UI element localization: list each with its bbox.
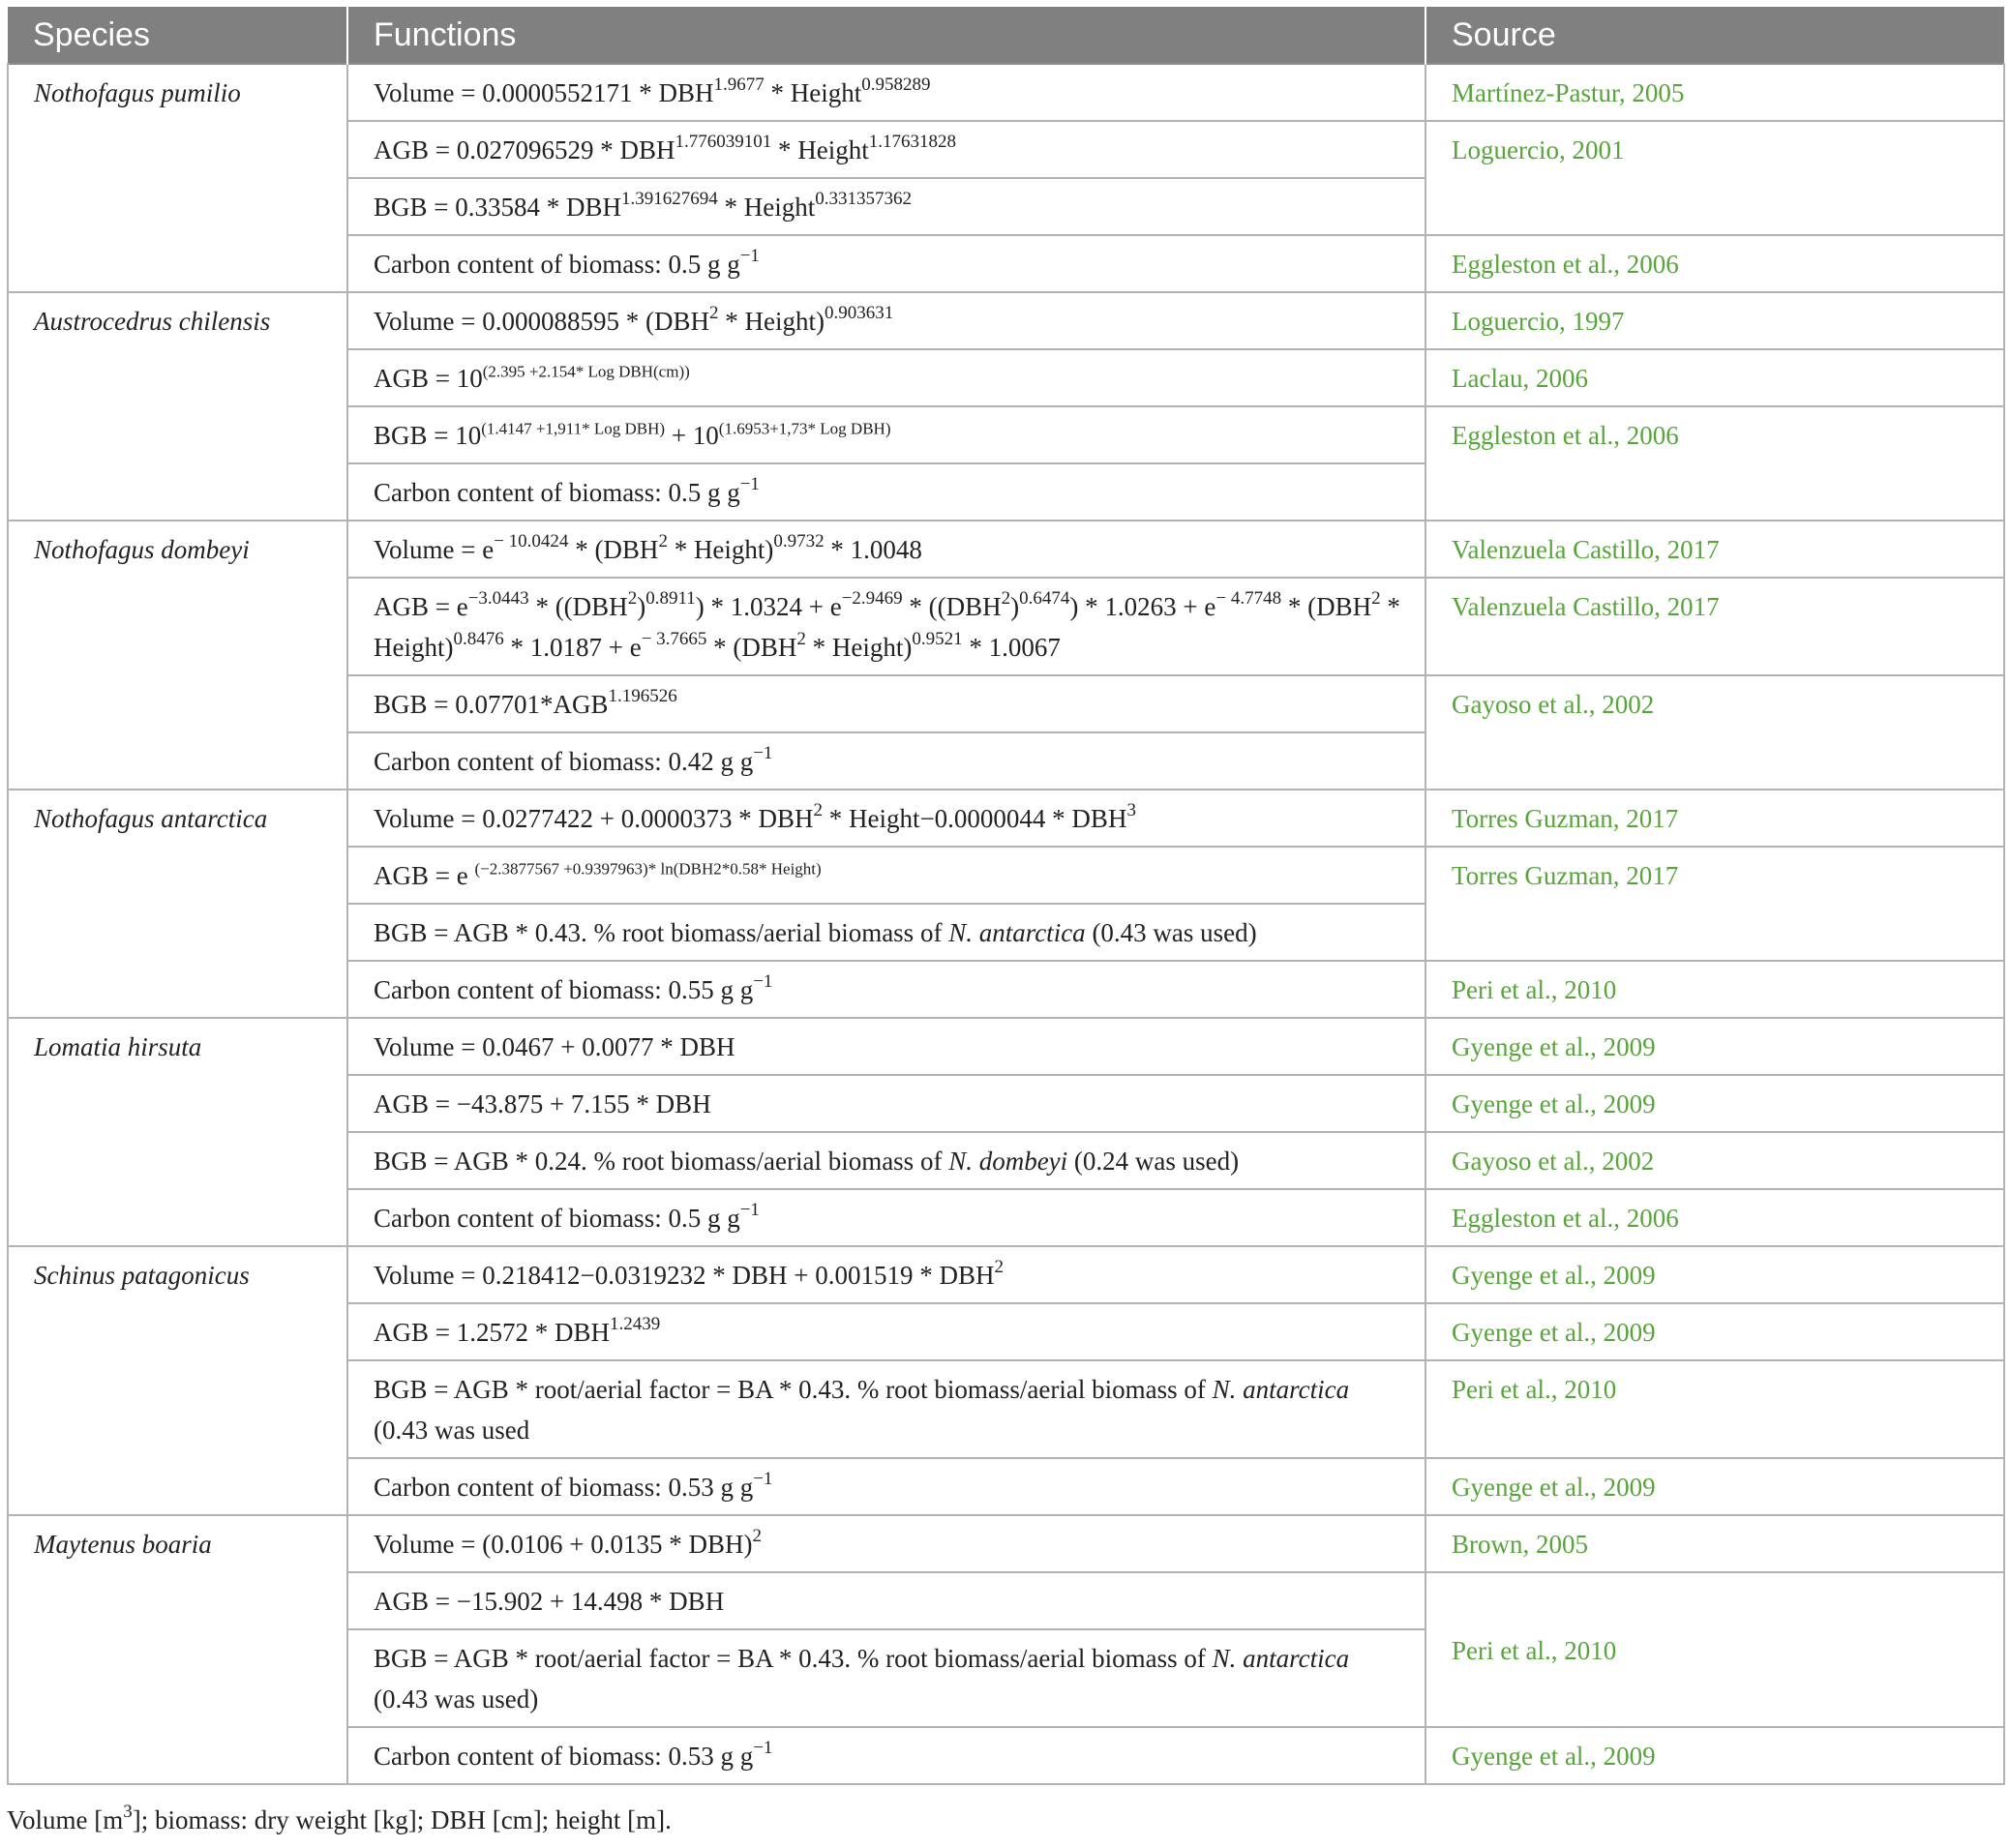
function-cell: Volume = 0.218412−0.0319232 * DBH + 0.001519 * DBH$^2$ — [347, 1246, 1425, 1303]
function-cell: BGB = AGB * 0.24. % root biomass/aerial biomass of N. dombeyi (0.24 was used) — [347, 1132, 1425, 1189]
source-link[interactable]: Gyenge et al., 2009 — [1425, 1727, 2004, 1784]
function-cell: BGB = $0.33584 * DBH^{1.391627694}$ * Height$^{0.331357362}$ — [347, 178, 1425, 235]
header-source: Source — [1425, 7, 2004, 64]
function-cell: Carbon content of biomass: 0.53 g $g^{-1}$ — [347, 1458, 1425, 1515]
table-row — [8, 1515, 2004, 1572]
function-cell: BGB = AGB * root/aerial factor = BA * 0.43. % root biomass/aerial biomass of N. antarctica (0.43 was used — [347, 1360, 1425, 1458]
function-cell: Carbon content of biomass: 0.5 g $g^{-1}$ — [347, 235, 1425, 292]
source-link[interactable]: Laclau, 2006 — [1425, 349, 2004, 406]
function-cell: Carbon content of biomass: 0.5 g $g^{-1}$ — [347, 1189, 1425, 1246]
species-cell: Schinus patagonicus — [8, 1246, 347, 1515]
source-link[interactable]: Valenzuela Castillo, 2017 — [1425, 578, 2004, 675]
function-cell: Volume = $e^{- 10.0424} * (DBH^2$ * Height)$^{0.9732}$ * 1.0048 — [347, 521, 1425, 578]
table-row — [8, 1246, 2004, 1303]
source-link[interactable]: Peri et al., 2010 — [1425, 961, 2004, 1018]
source-link[interactable]: Gyenge et al., 2009 — [1425, 1075, 2004, 1132]
source-link[interactable]: Eggleston et al., 2006 — [1425, 1189, 2004, 1246]
source-link[interactable]: Eggleston et al., 2006 — [1425, 235, 2004, 292]
source-link[interactable]: Peri et al., 2010 — [1425, 1360, 2004, 1458]
header-species: Species — [8, 7, 347, 64]
source-link[interactable]: Torres Guzman, 2017 — [1425, 790, 2004, 847]
source-link[interactable]: Brown, 2005 — [1425, 1515, 2004, 1572]
function-cell: AGB = $1.2572 * DBH^{1.2439}$ — [347, 1303, 1425, 1360]
header-functions: Functions — [347, 7, 1425, 64]
function-cell: BGB = AGB * 0.43. % root biomass/aerial biomass of N. antarctica (0.43 was used) — [347, 904, 1425, 961]
function-cell: Carbon content of biomass: 0.55 g $g^{-1}$ — [347, 961, 1425, 1018]
table-row — [8, 292, 2004, 349]
species-cell: Nothofagus dombeyi — [8, 521, 347, 790]
species-cell: Nothofagus antarctica — [8, 790, 347, 1018]
function-cell: Volume = 0.0277422 + 0.0000373 * DBH$^2$ * Height−0.0000044 * DBH$^3$ — [347, 790, 1425, 847]
function-cell: AGB = −43.875 + 7.155 * DBH — [347, 1075, 1425, 1132]
source-link[interactable]: Peri et al., 2010 — [1425, 1572, 2004, 1727]
source-link[interactable]: Torres Guzman, 2017 — [1425, 847, 2004, 961]
table-row — [8, 64, 2004, 121]
source-link[interactable]: Gyenge et al., 2009 — [1425, 1303, 2004, 1360]
function-cell: Volume = $0.0000552171 * DBH^{1.9677}$ * Height$^{0.958289}$ — [347, 64, 1425, 121]
allometric-functions-table — [7, 7, 2005, 1785]
species-cell: Maytenus boaria — [8, 1515, 347, 1784]
function-cell: Volume = 0.0467 + 0.0077 * DBH — [347, 1018, 1425, 1075]
table-row — [8, 790, 2004, 847]
source-link[interactable]: Gyenge et al., 2009 — [1425, 1246, 2004, 1303]
header-row — [8, 7, 2004, 64]
function-cell: Carbon content of biomass: 0.5 g $g^{-1}$ — [347, 463, 1425, 521]
function-cell: Carbon content of biomass: 0.42 g $g^{-1}$ — [347, 732, 1425, 790]
species-cell: Lomatia hirsuta — [8, 1018, 347, 1246]
function-cell: AGB = $10^{(2.395 +2.154* Log DBH(cm))}$ — [347, 349, 1425, 406]
source-link[interactable]: Valenzuela Castillo, 2017 — [1425, 521, 2004, 578]
species-cell: Austrocedrus chilensis — [8, 292, 347, 521]
source-link[interactable]: Gayoso et al., 2002 — [1425, 675, 2004, 790]
function-cell: AGB = $0.027096529 * DBH^{1.776039101}$ * Height$^{1.17631828}$ — [347, 121, 1425, 178]
species-cell: Nothofagus pumilio — [8, 64, 347, 292]
source-link[interactable]: Martínez-Pastur, 2005 — [1425, 64, 2004, 121]
function-cell: BGB = AGB * root/aerial factor = BA * 0.43. % root biomass/aerial biomass of N. antarctica (0.43 was used) — [347, 1629, 1425, 1727]
function-cell: AGB = −15.902 + 14.498 * DBH — [347, 1572, 1425, 1629]
function-cell: Volume = 0.000088595 * (DBH$^2$ * Height)$^{0.903631}$ — [347, 292, 1425, 349]
table-row — [8, 1018, 2004, 1075]
function-cell: Volume = (0.0106 + 0.0135 * DBH)$^2$ — [347, 1515, 1425, 1572]
function-cell: AGB = e $^{(-2.3877567 +0.9397963)* ln(DBH2*0.58* Height)}$ — [347, 847, 1425, 904]
source-link[interactable]: Gyenge et al., 2009 — [1425, 1018, 2004, 1075]
source-link[interactable]: Eggleston et al., 2006 — [1425, 406, 2004, 521]
table-row — [8, 521, 2004, 578]
source-link[interactable]: Loguercio, 1997 — [1425, 292, 2004, 349]
function-cell: Carbon content of biomass: 0.53 g $g^{-1}$ — [347, 1727, 1425, 1784]
function-cell: AGB = $e^{-3.0443} * ((DBH^2)^{0.8911}) * 1.0324 + e^{-2.9469} * ((DBH^2)^{0.6474}) * 1.0263 + e^{- 4.7748} * (DBH^2$ * Height)$^{0.8476}$ * $1.0187 + e^{- 3.7665} * (DBH^2$ * Height)$^{0.9521}$ * 1.0067 — [347, 578, 1425, 675]
table-footnote: Volume $[m^3]$; biomass: dry weight [kg]; DBH [cm]; height [m]. — [7, 1802, 672, 1834]
source-link[interactable]: Loguercio, 2001 — [1425, 121, 2004, 235]
source-link[interactable]: Gyenge et al., 2009 — [1425, 1458, 2004, 1515]
source-link[interactable]: Gayoso et al., 2002 — [1425, 1132, 2004, 1189]
function-cell: BGB = $0.07701*AGB^{1.196526}$ — [347, 675, 1425, 732]
function-cell: BGB = $10^{(1.4147 +1,911* Log DBH)} + 10^{(1.6953+1,73* Log DBH)}$ — [347, 406, 1425, 463]
